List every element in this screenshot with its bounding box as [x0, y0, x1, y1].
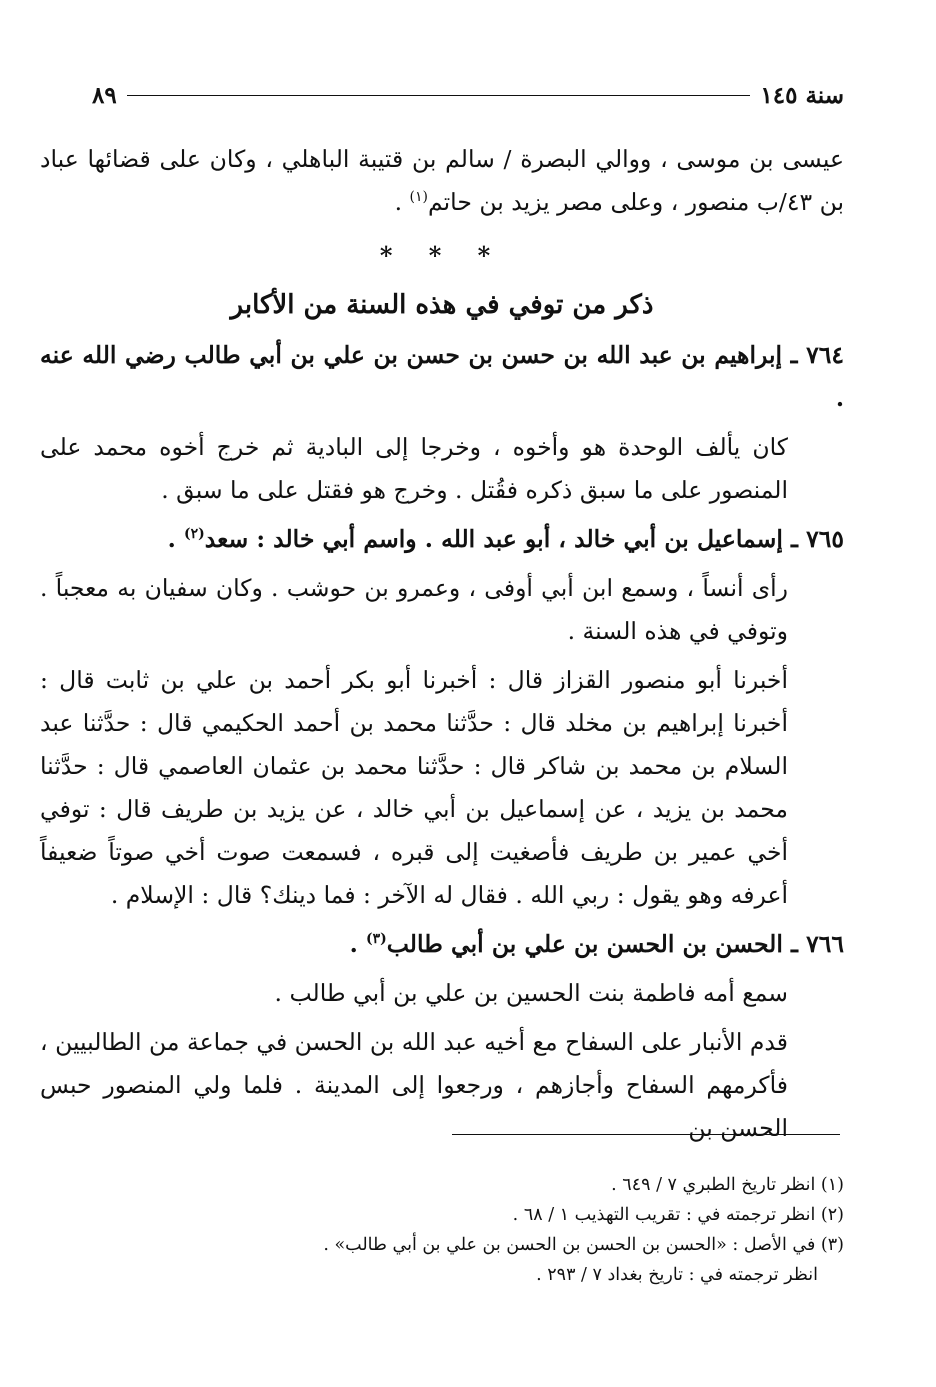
header-year: سنة ١٤٥ [760, 81, 844, 109]
entry-number: ٧٦٤ [806, 341, 845, 369]
section-separator: * * * [379, 241, 505, 270]
entry-heading-766: ٧٦٦ ـ الحسن بن الحسن بن علي بن أبي طالب$^{(٣)}$ . [349, 930, 844, 958]
page-number: ٨٩ [92, 81, 117, 109]
intro-line-1: عيسى بن موسى ، ووالي البصرة / سالم بن قتيبة الباهلي ، وكان على قضائها عباد بن [40, 145, 844, 216]
entry-heading-764: ٧٦٤ ـ إبراهيم بن عبد الله بن حسن بن حسن بن علي بن أبي طالب رضي الله عنه . [40, 341, 845, 412]
entry-paragraph: رأى أنساً ، وسمع ابن أبي أوفى ، وعمرو بن حوشب . وكان سفيان به معجباً . وتوفي في هذه السنة . [40, 574, 788, 645]
entry-title: إبراهيم بن عبد الله بن حسن بن حسن بن علي بن أبي طالب رضي الله عنه . [40, 341, 844, 412]
footnote-ref-1[interactable]: (١) [409, 189, 428, 206]
entry-paragraph: قدم الأنبار على السفاح مع أخيه عبد الله بن الحسن في جماعة من الطالبيين ، فأكرمهم السفاح وأجازهم ، ورجعوا إلى المدينة . فلما ولي المنصور حبس الحسن بن [40, 1028, 788, 1142]
running-header [92, 78, 844, 112]
entry-title: الحسن بن الحسن بن علي بن أبي طالب [386, 930, 783, 958]
entry-paragraph: أخبرنا أبو منصور القزاز قال : أخبرنا أبو بكر أحمد بن علي بن ثابت قال : أخبرنا إبراهيم بن مخلد قال : حدَّثنا محمد بن أحمد الحكيمي قال : حدَّثنا عبد السلام بن محمد بن شاكر قال : حدَّثنا محمد بن عثمان العاصمي قال : حدَّثنا محمد بن يزيد ، عن إسماعيل بن أبي خالد ، عن يزيد بن طريف قال : توفي أخي عمير بن طريف فأصغيت إلى قبره ، فسمعت صوت أخي صوتاً ضعيفاً أعرفه وهو يقول : ربي الله . فقال له الآخر : فما دينك؟ قال : الإسلام . [40, 666, 788, 909]
entry-heading-765: ٧٦٥ ـ إسماعيل بن أبي خالد ، أبو عبد الله . واسم أبي خالد : سعد$^{(٢)}$ . [167, 525, 844, 553]
entry-title-end: . [167, 525, 184, 553]
footnote-ref-2[interactable]: (٢) [184, 526, 205, 543]
intro-paragraph [40, 138, 844, 224]
entry-number: ٧٦٥ [806, 525, 844, 553]
entry-paragraph: كان يألف الوحدة هو وأخوه ، وخرجا إلى البادية ثم خرج أخوه محمد على المنصور على ما سبق ذكره فقُتل . وخرج هو فقتل على ما سبق . [40, 433, 788, 504]
footnote-3-continued: انظر ترجمته في : تاريخ بغداد ٧ / ٢٩٣ . [536, 1265, 818, 1285]
section-title: ذكر من توفي في هذه السنة من الأكابر [230, 290, 654, 320]
footnote-1: (١) انظر تاريخ الطبري ٧ / ٦٤٩ . [611, 1175, 844, 1195]
footnote-3: (٣) في الأصل : «الحسن بن الحسن بن الحسن بن علي بن أبي طالب» . [323, 1235, 844, 1255]
entry-title-end: . [349, 930, 366, 958]
entry-paragraph: سمع أمه فاطمة بنت الحسين بن علي بن أبي طالب . [274, 979, 788, 1007]
footnotes [140, 1170, 844, 1290]
page-body [40, 138, 844, 1156]
intro-line-2: منصور ، وعلى مصر يزيد بن حاتم [428, 188, 750, 216]
folio-marker: ٤٣/ب [756, 188, 813, 216]
entry-number: ٧٦٦ [806, 930, 844, 958]
intro-end: . [394, 188, 410, 216]
entry-title: إسماعيل بن أبي خالد ، أبو عبد الله . واسم أبي خالد : سعد [204, 525, 783, 553]
header-rule [127, 95, 751, 96]
footnote-ref-3[interactable]: (٣) [365, 931, 387, 948]
footnote-2: (٢) انظر ترجمته في : تقريب التهذيب ١ / ٦٨ . [512, 1205, 844, 1225]
footnote-rule [452, 1134, 840, 1135]
